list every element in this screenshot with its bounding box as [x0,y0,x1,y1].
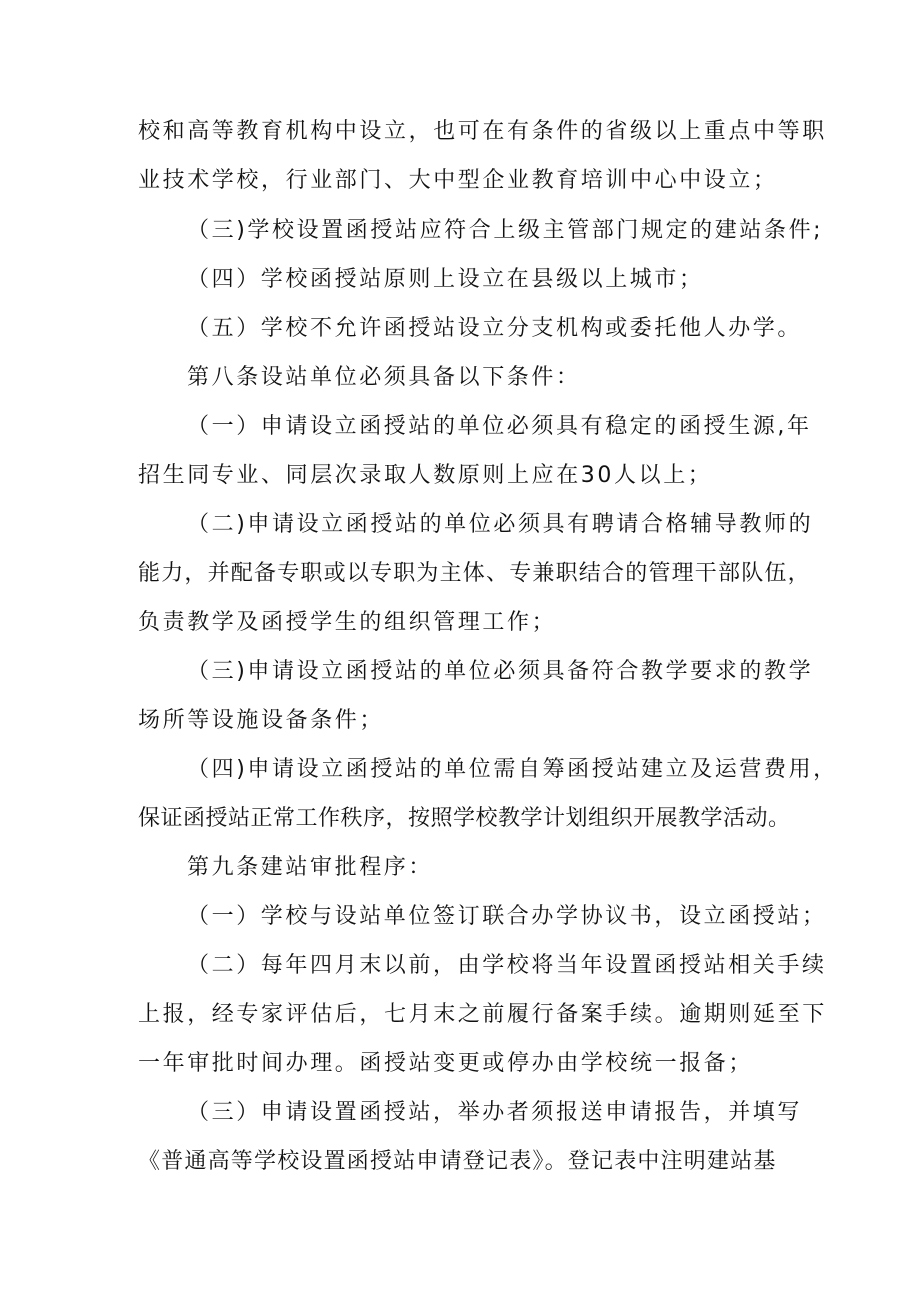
text-line: 场所等设施设备条件； [138,708,385,733]
text-line: 《普通高等学校设置函授站申请登记表》。登记表中注明建站基 [138,1149,777,1174]
text-line: （三)学校设置函授站应符合上级主管部门规定的建站条件; [187,218,824,243]
text-line: （一）申请设立函授站的单位必须具有稳定的函授生源,年 [187,414,812,439]
text-line: （二）每年四月末以前，由学校将当年设置函授站相关手续 [187,953,827,978]
article-heading: 第九条建站审批程序： [187,855,434,880]
text-line: （三）申请设置函授站，举办者须报送申请报告，并填写 [187,1100,803,1125]
text-line: （三)申请设立函授站的单位必须具备符合教学要求的教学 [187,659,814,684]
text-line: 业技术学校，行业部门、大中型企业教育培训中心中设立； [138,168,778,193]
text-line: 校和高等教育机构中设立，也可在有条件的省级以上重点中等职 [138,119,827,144]
text-line: （四)申请设立函授站的单位需自筹函授站建立及运营费用， [187,757,838,782]
text-line: （四）学校函授站原则上设立在县级以上城市； [187,267,704,292]
text-line: （五）学校不允许函授站设立分支机构或委托他人办学。 [187,316,803,341]
text-line: （二)申请设立函授站的单位必须具有聘请合格辅导教师的 [187,512,814,537]
text-line: 上报，经专家评估后，七月末之前履行备案手续。逾期则延至下 [138,1002,827,1027]
article-heading: 第八条设站单位必须具备以下条件： [187,365,581,390]
text-line: 招生同专业、同层次录取人数原则上应在30人以上； [138,463,713,488]
text-line: （一）学校与设站单位签订联合办学协议书，设立函授站； [187,904,827,929]
text-line: 负责教学及函授学生的组织管理工作； [138,610,557,635]
text-line: 一年审批时间办理。函授站变更或停办由学校统一报备； [138,1051,754,1076]
text-line: 能力，并配备专职或以专职为主体、专兼职结合的管理干部队伍， [138,561,811,586]
text-line: 保证函授站正常工作秩序，按照学校教学计划组织开展教学活动。 [138,806,791,831]
